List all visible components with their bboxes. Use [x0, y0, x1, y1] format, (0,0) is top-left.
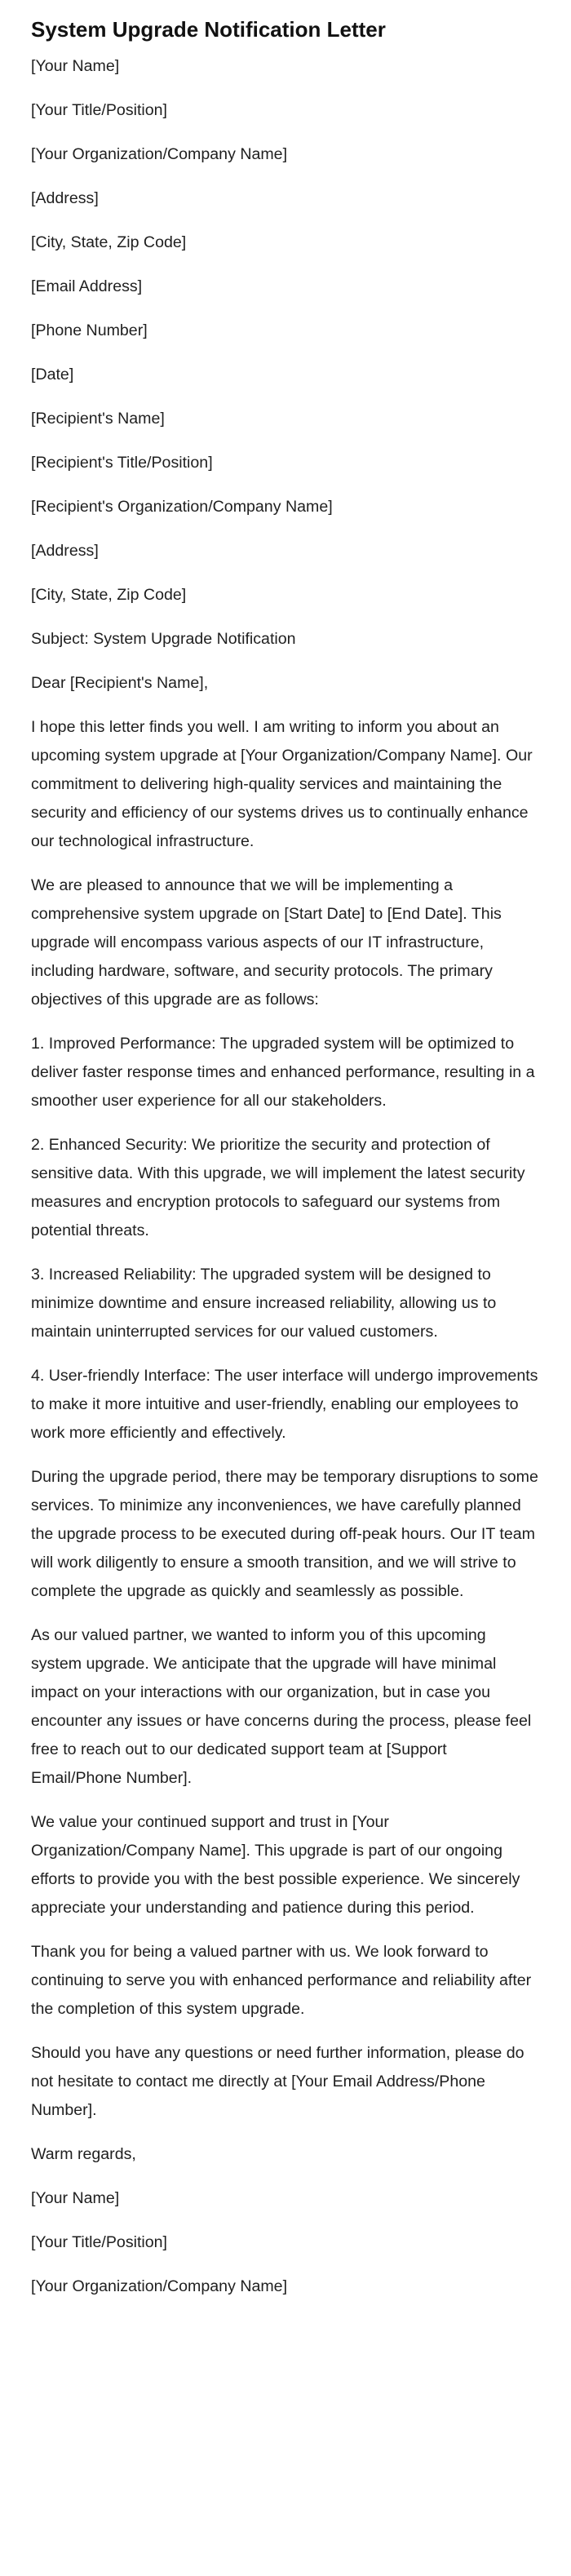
- recipient-city-state-zip: [City, State, Zip Code]: [31, 586, 187, 604]
- recipient-address: [Address]: [31, 542, 99, 560]
- objective-improved-performance: 1. Improved Performance: The upgraded system will be optimized to deliver faster response times and enhanced performance, resulting in a smoother user experience for all our stakeholders.: [31, 1035, 535, 1110]
- recipient-name: [Recipient's Name]: [31, 410, 165, 428]
- body-paragraph-thanks: Thank you for being a valued partner with us. We look forward to continuing to serve you with enhanced performance and reliability after the completion of this system upgrade.: [31, 1943, 532, 2018]
- signature-block: [31, 2184, 540, 2301]
- signature-title: [Your Title/Position]: [31, 2233, 168, 2251]
- body-paragraph-announcement: We are pleased to announce that we will be implementing a comprehensive system upgrade on [Start Date] to [End Date]. This upgrade will encompass various aspects of our IT infrastructure, including hardware, software, and security protocols. The primary objectives of this upgrade are as follows:: [31, 876, 502, 1009]
- recipient-block: [31, 405, 540, 610]
- sender-block: [31, 52, 540, 345]
- objective-enhanced-security: 2. Enhanced Security: We prioritize the security and protection of sensitive data. With this upgrade, we will implement the latest security measures and encryption protocols to safeguard our systems from potential threats.: [31, 1136, 525, 1239]
- objective-user-friendly-interface: 4. User-friendly Interface: The user interface will undergo improvements to make it more intuitive and user-friendly, enabling our employees to work more efficiently and effectively.: [31, 1367, 538, 1442]
- sender-city-state-zip: [City, State, Zip Code]: [31, 233, 187, 251]
- letter-salutation: Dear [Recipient's Name],: [31, 674, 209, 692]
- recipient-title: [Recipient's Title/Position]: [31, 454, 213, 472]
- body-paragraph-intro: I hope this letter finds you well. I am writing to inform you about an upcoming system upgrade at [Your Organization/Company Name]. Our commitment to delivering high-quality services and maintaining the security and efficiency of our systems drives us to continually enhance our technological infrastructure.: [31, 718, 533, 850]
- body-paragraph-support: As our valued partner, we wanted to inform you of this upcoming system upgrade. We anticipate that the upgrade will have minimal impact on your interactions with our organization, but in case you encounter any issues or have concerns during the process, please feel free to reach out to our dedicated support team at [Support Email/Phone Number].: [31, 1626, 532, 1787]
- signature-name: [Your Name]: [31, 2189, 120, 2207]
- body-paragraph-disruptions: During the upgrade period, there may be temporary disruptions to some services. To minimize any inconveniences, we have carefully planned the upgrade process to be executed during off-peak hours. Our IT team will work diligently to ensure a smooth transition, and we will strive to complete the upgrade as quickly and seamlessly as possible.: [31, 1468, 538, 1600]
- letter-subject: Subject: System Upgrade Notification: [31, 630, 296, 648]
- letter-date: [Date]: [31, 366, 74, 384]
- recipient-organization: [Recipient's Organization/Company Name]: [31, 498, 333, 516]
- letter-body: [31, 713, 540, 2125]
- sender-email: [Email Address]: [31, 277, 143, 295]
- sender-title: [Your Title/Position]: [31, 101, 168, 119]
- sender-phone: [Phone Number]: [31, 321, 148, 339]
- letter-closing: Warm regards,: [31, 2145, 136, 2163]
- signature-organization: [Your Organization/Company Name]: [31, 2277, 288, 2295]
- sender-organization: [Your Organization/Company Name]: [31, 145, 288, 163]
- document-title: System Upgrade Notification Letter: [31, 17, 386, 42]
- objective-increased-reliability: 3. Increased Reliability: The upgraded system will be designed to minimize downtime and ensure increased reliability, allowing us to maintain uninterrupted services for our valued customers.: [31, 1266, 497, 1341]
- body-paragraph-appreciation: We value your continued support and trust in [Your Organization/Company Name]. This upgrade is part of our ongoing efforts to provide you with the best possible experience. We sincerely appreciate your understanding and patience during this period.: [31, 1813, 520, 1917]
- sender-name: [Your Name]: [31, 57, 120, 75]
- body-paragraph-contact: Should you have any questions or need further information, please do not hesitate to contact me directly at [Your Email Address/Phone Number].: [31, 2044, 525, 2119]
- sender-address: [Address]: [31, 189, 99, 207]
